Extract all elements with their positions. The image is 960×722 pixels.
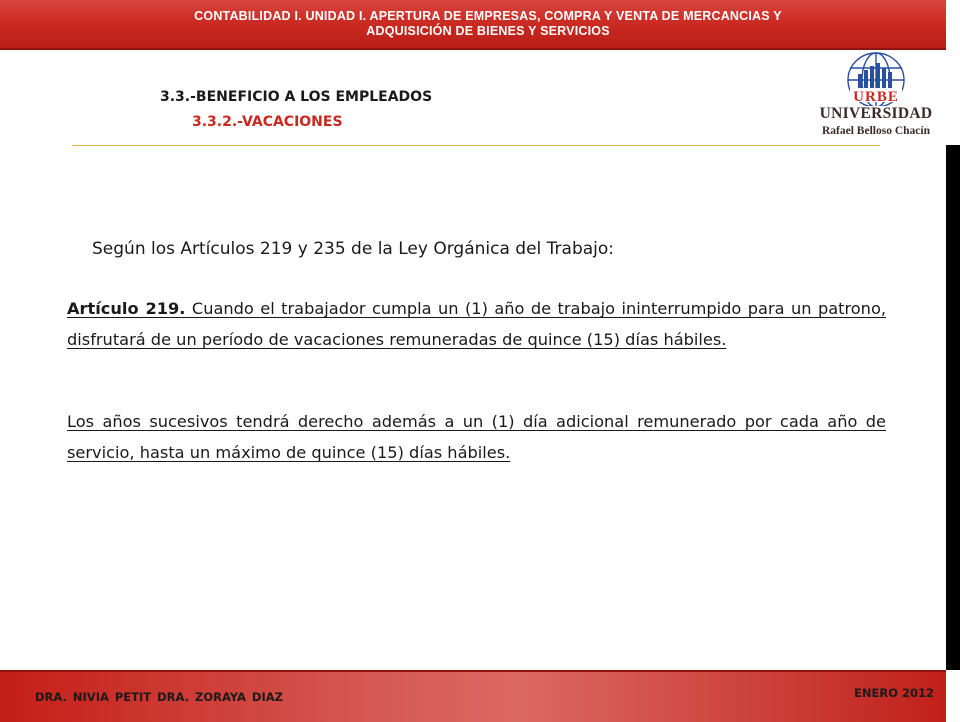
- footer-date: ENERO 2012: [854, 686, 934, 700]
- article-text: Cuando el trabajador cumpla un (1) año de trabajo ininterrumpido para un patrono, disfrutará de un período de vacaciones remuneradas de quince (15) días hábiles.: [67, 299, 886, 349]
- logo-monogram: URBE: [853, 89, 899, 105]
- globe-emblem-icon: [814, 50, 938, 106]
- header-title: [60, 9, 916, 39]
- logo-university-subname: Rafael Belloso Chacín: [822, 125, 930, 137]
- header-title-line2: ADQUISICIÓN DE BIENES Y SERVICIOS: [366, 24, 610, 38]
- header-title-line1: CONTABILIDAD I. UNIDAD I. APERTURA DE EMPRESAS, COMPRA Y VENTA DE MERCANCIAS Y: [194, 9, 782, 23]
- article-lead: Artículo 219.: [67, 299, 186, 318]
- right-side-bar: [946, 0, 960, 720]
- section-subtitle: 3.3.2.-VACACIONES: [192, 114, 343, 130]
- footer-banner: [0, 670, 946, 722]
- university-logo: [814, 50, 938, 146]
- successive-years-paragraph: Los años sucesivos tendrá derecho además a un (1) día adicional remunerado por cada año de servicio, hasta un máximo de quince (15) días hábiles.: [67, 412, 886, 462]
- footer-authors: DRA. NIVIA PETIT DRA. ZORAYA DIAZ: [35, 690, 283, 704]
- header-banner: [0, 0, 946, 50]
- article-219-paragraph: [67, 293, 886, 355]
- title-divider: [72, 145, 880, 146]
- intro-text: Según los Artículos 219 y 235 de la Ley Orgánica del Trabajo:: [92, 239, 615, 259]
- right-black-strip: [946, 145, 960, 670]
- section-title: 3.3.-BENEFICIO A LOS EMPLEADOS: [160, 89, 433, 105]
- logo-university-name: UNIVERSIDAD: [819, 105, 933, 122]
